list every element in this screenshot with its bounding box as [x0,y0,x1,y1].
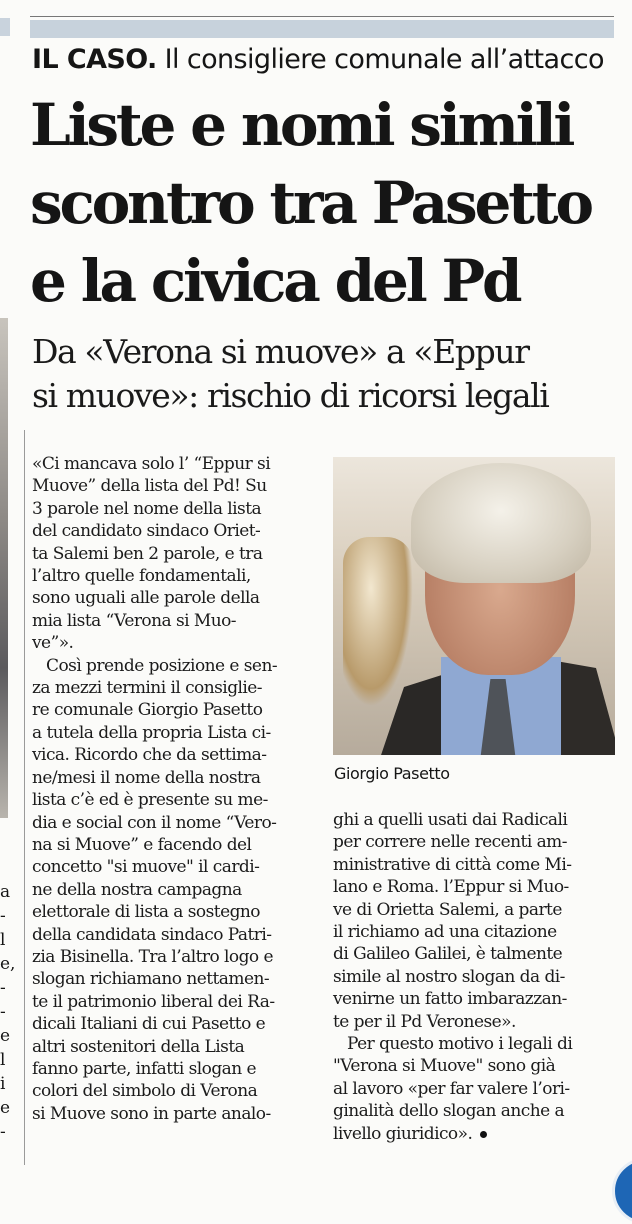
body-line: ghi a quelli usati dai Radicali [333,810,568,830]
adjacent-text-fragment: a [0,882,11,902]
subheadline-line: Da «Verona si muove» a «Eppur [32,332,529,371]
body-line: al lavoro «per far valere l’ori- [333,1078,570,1099]
adjacent-article-strip [0,0,20,1221]
body-line: ve”». [32,633,74,654]
adjacent-text-fragment: e, [0,954,16,974]
body-line: ne della nostra campagna [32,879,242,900]
body-line: ministrative di città come Mi- [333,854,572,875]
body-line: dicali Italiani di cui Pasetto e [32,1014,266,1035]
headline-line: Liste e nomi simili [30,91,573,159]
kicker [32,44,604,75]
body-line-text: livello giuridico». [333,1123,473,1144]
body-line: Per questo motivo i legali di [347,1034,573,1055]
body-line: slogan richiamano nettamen- [32,969,270,990]
column-divider [24,430,25,1165]
body-line: a tutela della propria Lista ci- [32,722,271,743]
adjacent-text-fragment: - [0,1122,6,1142]
body-line: sono uguali alle parole della [32,588,260,609]
end-of-article-bullet-icon [480,1131,487,1138]
body-line: il richiamo ad una citazione [333,922,557,943]
hair-shape [411,463,591,583]
body-line: ne/mesi il nome della nostra [32,767,261,788]
body-line: venirne un fatto imbarazzan- [333,989,567,1010]
body-line: Muove” della lista del Pd! Su [32,476,267,497]
body-line: re comunale Giorgio Pasetto [32,700,263,721]
kicker-label: IL CASO. [32,44,157,75]
body-line: za mezzi termini il consiglie- [32,678,263,699]
body-line: te il patrimonio liberal dei Ra- [32,991,275,1012]
subheadline-line: si muove»: rischio di ricorsi legali [32,376,549,415]
adjacent-text-fragment: - [0,906,6,926]
body-line: elettorale di lista a sostegno [32,902,260,923]
body-line: di Galileo Galilei, è talmente [333,944,563,965]
body-line: fanno parte, infatti slogan e [32,1058,257,1079]
body-line: per correre nelle recenti am- [333,832,567,853]
body-line: l’altro quelle fondamentali, [32,566,251,587]
body-line: simile al nostro slogan da di- [333,966,565,987]
lamp-shape [343,537,413,707]
body-line: te per il Pd Veronese». [333,1011,516,1032]
headline-line: e la civica del Pd [30,247,520,315]
adjacent-header-bar [0,18,10,36]
subheadline [32,330,622,418]
headline [30,86,620,320]
adjacent-text-fragment: - [0,978,6,998]
body-line: Così prende posizione e sen- [46,655,278,676]
adjacent-text-fragment: e [0,1026,11,1046]
body-line: ve di Orietta Salemi, a parte [333,899,562,920]
body-column-2 [333,809,616,1145]
body-line: lano e Roma. l’Eppur si Muo- [333,877,569,898]
adjacent-text-fragment: l [0,1050,6,1070]
body-line: ginalità dello slogan anche a [333,1101,565,1122]
body-line: na si Muove” e facendo del [32,834,252,855]
body-line: 3 parole nel nome della lista [32,498,262,519]
photo-caption: Giorgio Pasetto [334,764,450,783]
body-line: colori del simbolo di Verona [32,1081,258,1102]
body-line: della candidata sindaco Patri- [32,924,272,945]
body-column-1 [32,453,312,1125]
body-line-last [333,1123,616,1145]
header-band [30,20,614,38]
adjacent-text-fragment: - [0,1002,6,1022]
headline-line: scontro tra Pasetto [30,169,591,237]
body-line: del candidato sindaco Oriet- [32,521,261,542]
portrait-photo [333,457,615,755]
body-line: si Muove sono in parte analo- [32,1103,271,1124]
adjacent-text-fragment: e [0,1098,11,1118]
body-line: zia Bisinella. Tra l’altro logo e [32,946,273,967]
corner-logo-icon [612,1158,632,1224]
adjacent-text-fragment: i [0,1074,6,1094]
body-line: dia e social con il nome “Vero- [32,812,277,833]
kicker-text: Il consigliere comunale all’attacco [164,44,604,75]
body-line: lista c’è ed è presente su me- [32,790,268,811]
body-line: "Verona si Muove" sono già [333,1056,556,1077]
body-line: concetto "si muove" il cardi- [32,857,260,878]
body-line: vica. Ricordo che da settima- [32,745,267,766]
adjacent-photo [0,318,8,818]
body-line: mia lista “Verona si Muo- [32,610,237,631]
top-rule [30,16,614,17]
adjacent-text-fragment: l [0,930,6,950]
body-line: «Ci mancava solo l’ “Eppur si [32,454,271,474]
body-line: altri sostenitori della Lista [32,1036,245,1057]
body-line: ta Salemi ben 2 parole, e tra [32,543,263,564]
